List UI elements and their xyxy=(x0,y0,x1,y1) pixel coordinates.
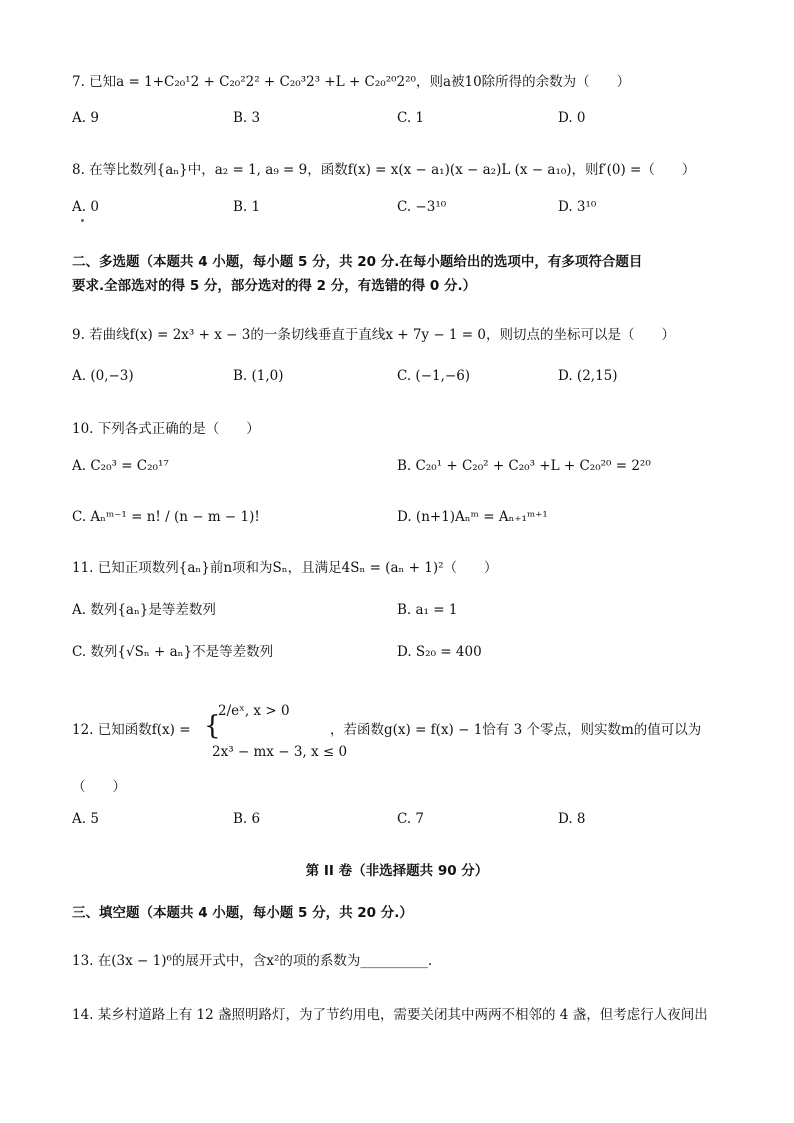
q7-option-d: D. 0 xyxy=(558,110,586,126)
q8-option-b: B. 1 xyxy=(233,199,261,215)
q12-option-c: C. 7 xyxy=(397,811,425,827)
q12-option-d: D. 8 xyxy=(558,811,586,827)
q7-option-a: A. 9 xyxy=(72,110,99,126)
q9-option-d: D. (2,15) xyxy=(558,368,618,384)
question-13: 13. 在(3x − 1)⁶的展开式中，含x²的项的系数为__________. xyxy=(72,953,433,969)
q11-option-d: D. S₂₀ = 400 xyxy=(397,644,482,660)
section-2-heading-line1: 二、多选题（本题共 4 小题，每小题 5 分，共 20 分.在每小题给出的选项中，有多项符合题目 xyxy=(72,254,643,270)
question-11-stem: 11. 已知正项数列{aₙ}前n项和为Sₙ，且满足4Sₙ = (aₙ + 1)²（ ） xyxy=(72,560,498,576)
q7-option-c: C. 1 xyxy=(397,110,425,126)
q12-case-2: 2x³ − mx − 3, x ≤ 0 xyxy=(212,744,348,760)
q7-option-b: B. 3 xyxy=(233,110,261,126)
question-12-suffix: ，若函数g(x) = f(x) − 1恰有 3 个零点，则实数m的值可以为 xyxy=(330,722,702,738)
q11-option-c: C. 数列{√Sₙ + aₙ}不是等差数列 xyxy=(72,644,274,660)
q10-option-b: B. C₂₀¹ + C₂₀² + C₂₀³ +L + C₂₀²⁰ = 2²⁰ xyxy=(397,458,651,474)
q9-option-c: C. (−1,−6) xyxy=(397,368,471,384)
q10-option-d: D. (n+1)Aₙᵐ = Aₙ₊₁ᵐ⁺¹ xyxy=(397,509,548,525)
q12-case-1: 2/eˣ, x > 0 xyxy=(218,703,290,719)
piecewise-brace: { xyxy=(204,711,221,741)
question-10-stem: 10. 下列各式正确的是（ ） xyxy=(72,421,260,437)
q12-option-a: A. 5 xyxy=(72,811,99,827)
q10-option-a: A. C₂₀³ = C₂₀¹⁷ xyxy=(72,458,169,474)
question-8-stem: 8. 在等比数列{aₙ}中，a₂ = 1, a₉ = 9，函数f(x) = x(x − a₁)(x − a₂)L (x − a₁₀)，则f′(0) =（ ） xyxy=(72,162,696,178)
q12-answer-paren: （ ） xyxy=(72,779,126,795)
q11-option-b: B. a₁ = 1 xyxy=(397,602,458,618)
q8-option-c: C. −3¹⁰ xyxy=(397,199,447,215)
q8-option-d: D. 3¹⁰ xyxy=(558,199,597,215)
section-2-heading-line2: 要求.全部选对的得 5 分，部分选对的得 2 分，有选错的得 0 分.） xyxy=(72,278,477,294)
q11-option-a: A. 数列{aₙ}是等差数列 xyxy=(72,602,216,618)
question-7-stem: 7. 已知a = 1+C₂₀¹2 + C₂₀²2² + C₂₀³2³ +L + C₂₀²⁰2²⁰，则a被10除所得的余数为（ ） xyxy=(72,74,631,90)
section-3-heading: 三、填空题（本题共 4 小题，每小题 5 分，共 20 分.） xyxy=(72,905,413,921)
q12-option-b: B. 6 xyxy=(233,811,261,827)
question-12-prefix: 12. 已知函数f(x) = xyxy=(72,722,191,738)
q10-option-c: C. Aₙᵐ⁻¹ = n! / (n − m − 1)! xyxy=(72,509,260,525)
q8-option-a: A. 0 xyxy=(72,199,99,215)
part-2-title: 第 II 卷（非选择题共 90 分） xyxy=(305,863,489,879)
question-9-stem: 9. 若曲线f(x) = 2x³ + x − 3的一条切线垂直于直线x + 7y − 1 = 0，则切点的坐标可以是（ ） xyxy=(72,327,676,343)
question-14: 14. 某乡村道路上有 12 盏照明路灯，为了节约用电，需要关闭其中两两不相邻的 4 盏，但考虑行人夜间出 xyxy=(72,1007,708,1023)
q9-option-a: A. (0,−3) xyxy=(72,368,134,384)
q9-option-b: B. (1,0) xyxy=(233,368,284,384)
stray-dot xyxy=(81,219,84,222)
